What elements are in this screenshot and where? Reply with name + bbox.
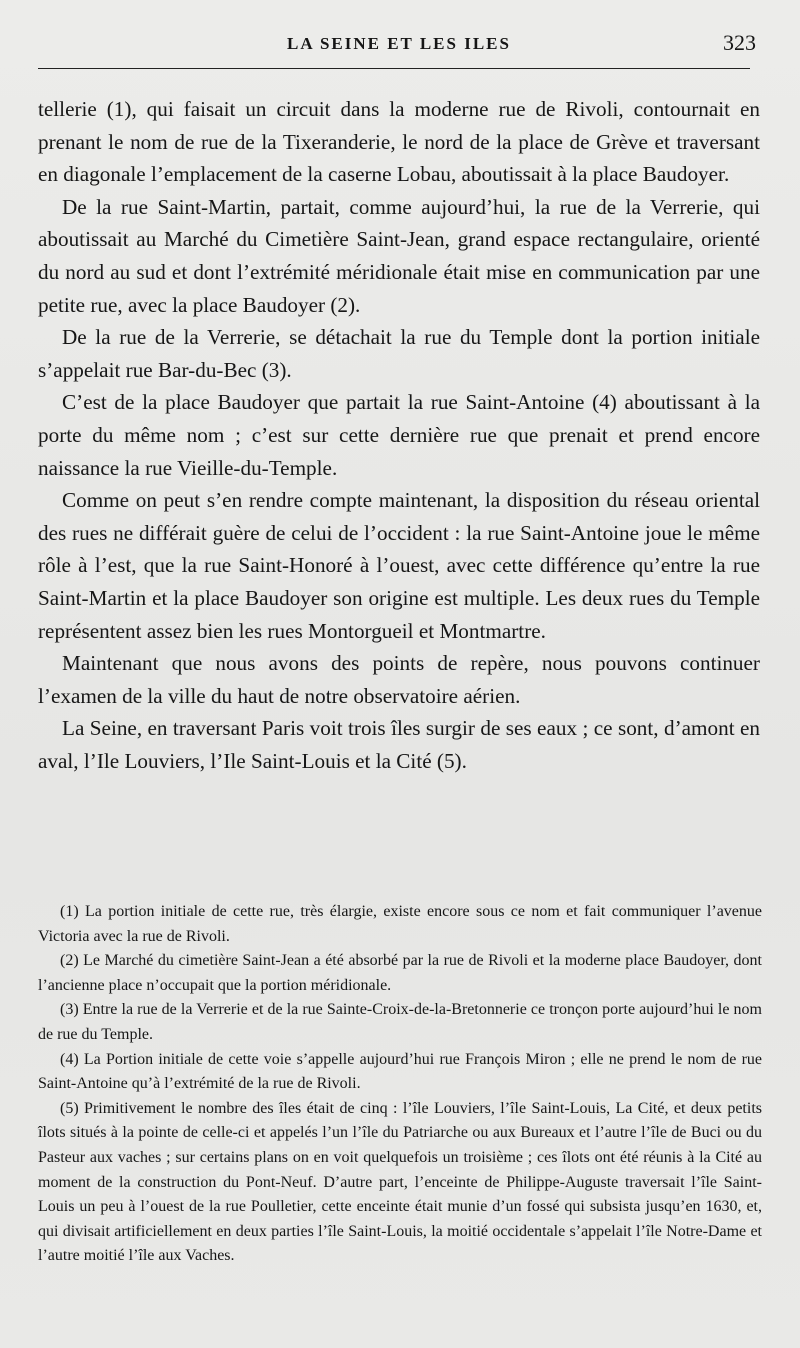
- running-title: LA SEINE ET LES ILES: [287, 34, 511, 53]
- paragraph: tellerie (1), qui faisait un circuit dans la moderne rue de Rivoli, contournait en prenant le nom de rue de la Tixeranderie, le nord de la place de Grève et traversant en diagonale l’emplacement de la caserne Lobau, aboutissait à la place Baudoyer.: [38, 97, 760, 187]
- footnote: (3) Entre la rue de la Verrerie et de la rue Sainte-Croix-de-la-Bretonnerie ce tronçon porte aujourd’hui le nom de rue du Temple.: [38, 1001, 762, 1043]
- footnote: (5) Primitivement le nombre des îles était de cinq : l’île Louviers, l’île Saint-Louis, La Cité, et deux petits îlots situés à la pointe de celle-ci et appelés l’un l’île du Patriarche ou aux Bureaux et l’autre l’île de Buci ou du Pasteur aux vaches ; sur certains plans on en voit quelquefois un troisième ; ces îlots ont été réunis à la Cité au moment de la construction du Pont-Neuf. D’autre part, l’enceinte de Philippe-Auguste traversait l’île Saint-Louis un peu à l’ouest de la rue Poulletier, cette enceinte était munie d’un fossé qui subsista jusqu’en 1630, et, qui divisait artificiellement en deux parties l’île Saint-Louis, la moitié occidentale s’appelait l’île Notre-Dame et l’autre moitié l’île aux Vaches.: [38, 1099, 762, 1265]
- header-rule: [38, 68, 750, 69]
- footnote: (4) La Portion initiale de cette voie s’appelle aujourd’hui rue François Miron ; elle ne prend le nom de rue Saint-Antoine qu’à l’extrémité de la rue de Rivoli.: [38, 1050, 762, 1093]
- paragraph: De la rue de la Verrerie, se détachait la rue du Temple dont la portion initiale s’appelait rue Bar-du-Bec (3).: [38, 325, 760, 382]
- page-header: [38, 30, 760, 64]
- paragraph: C’est de la place Baudoyer que partait la rue Saint-Antoine (4) aboutissant à la porte du même nom ; c’est sur cette dernière rue que prenait et prend encore naissance la rue Vieille-du-Temple.: [38, 390, 760, 480]
- footnote: (2) Le Marché du cimetière Saint-Jean a été absorbé par la rue de Rivoli et la moderne place Baudoyer, dont l’ancienne place n’occupait que la portion méridionale.: [38, 952, 762, 994]
- paragraph: Maintenant que nous avons des points de repère, nous pouvons continuer l’examen de la ville du haut de notre observatoire aérien.: [38, 651, 760, 708]
- footnotes: [38, 900, 762, 1269]
- footnote: (1) La portion initiale de cette rue, très élargie, existe encore sous ce nom et fait communiquer l’avenue Victoria avec la rue de Rivoli.: [38, 903, 762, 945]
- paragraph: Comme on peut s’en rendre compte maintenant, la disposition du réseau oriental des rues ne différait guère de celui de l’occident : la rue Saint-Antoine joue le même rôle à l’est, que la rue Saint-Honoré à l’ouest, avec cette différence qu’entre la rue Saint-Martin et la place Baudoyer son origine est multiple. Les deux rues du Temple représentent assez bien les rues Montorgueil et Montmartre.: [38, 488, 760, 643]
- paragraph: De la rue Saint-Martin, partait, comme aujourd’hui, la rue de la Verrerie, qui aboutissait au Marché du Cimetière Saint-Jean, grand espace rectangulaire, orienté du nord au sud et dont l’extrémité méridionale était mise en communication par une petite rue, avec la place Baudoyer (2).: [38, 194, 760, 317]
- main-text: [38, 93, 760, 777]
- paragraph: La Seine, en traversant Paris voit trois îles surgir de ses eaux ; ce sont, d’amont en aval, l’Ile Louviers, l’Ile Saint-Louis et la Cité (5).: [38, 716, 760, 773]
- page-number: 323: [723, 30, 756, 55]
